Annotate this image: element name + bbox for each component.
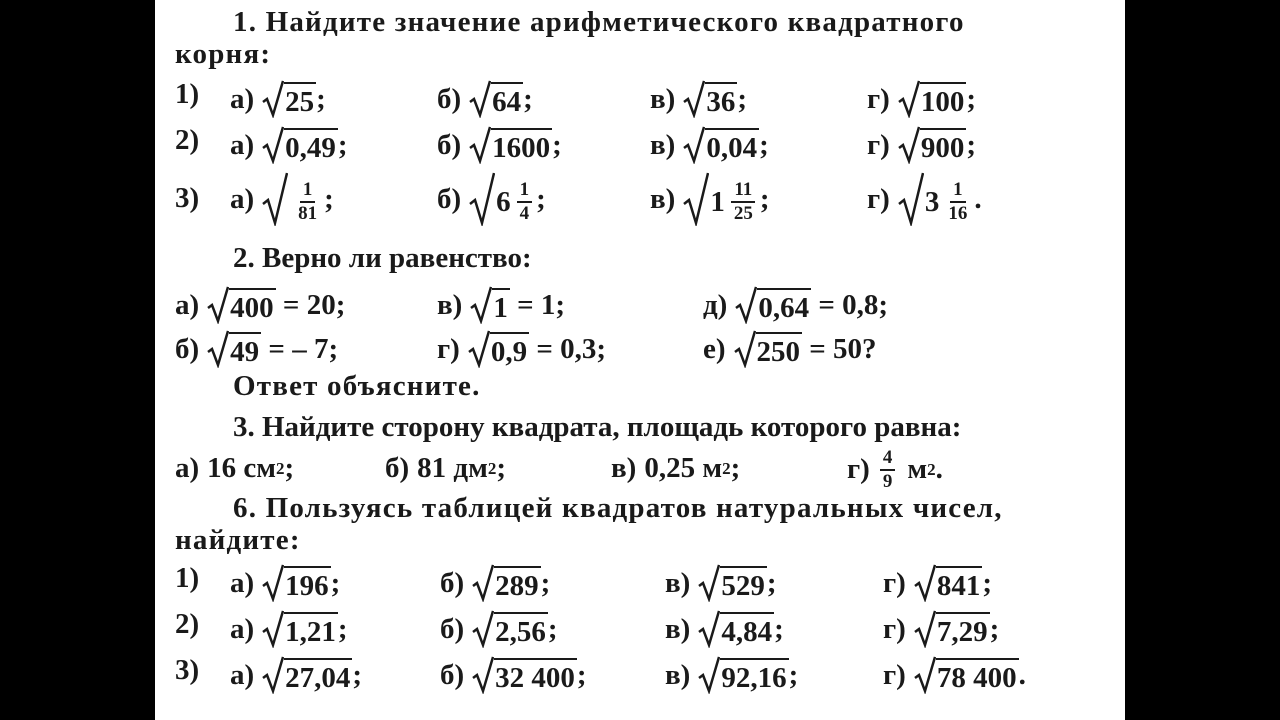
radicand: 49 bbox=[229, 332, 261, 368]
radical bbox=[472, 564, 541, 602]
item bbox=[665, 610, 784, 648]
radical-sign-icon bbox=[262, 126, 284, 164]
item bbox=[703, 330, 877, 368]
item bbox=[665, 656, 798, 694]
item bbox=[230, 564, 340, 602]
item bbox=[650, 126, 769, 164]
equation-rest: = 0,3; bbox=[529, 332, 607, 365]
radicand: 1 bbox=[492, 288, 510, 324]
item bbox=[867, 172, 982, 226]
item-label: а) bbox=[230, 658, 255, 691]
exercise-6-row-1 bbox=[175, 562, 1105, 602]
radicand: 25 bbox=[284, 82, 316, 118]
radical-sign-icon bbox=[472, 656, 494, 694]
item-label: б) bbox=[440, 658, 465, 691]
radical-sign-icon bbox=[262, 172, 288, 226]
mixed-whole: 3 bbox=[924, 185, 940, 218]
radicand: 0,9 bbox=[490, 332, 529, 368]
radical bbox=[262, 564, 331, 602]
radicand: 7,29 bbox=[936, 612, 990, 648]
numerator: 1 bbox=[517, 180, 533, 203]
item-end: ; bbox=[337, 128, 348, 161]
radical-sign-icon bbox=[914, 564, 936, 602]
equation-rest: = 20; bbox=[275, 288, 346, 321]
exercise-1-row-1 bbox=[175, 78, 1105, 118]
equation-rest: = 1; bbox=[509, 288, 566, 321]
item-end: ; bbox=[352, 658, 363, 691]
item-label: а) bbox=[175, 288, 200, 321]
radicand: 36 bbox=[705, 82, 737, 118]
radical bbox=[207, 286, 276, 324]
row-number: 1) bbox=[175, 562, 200, 594]
radical bbox=[262, 80, 316, 118]
item-label: г) bbox=[883, 658, 906, 691]
radical bbox=[914, 564, 983, 602]
radical-sign-icon bbox=[683, 172, 709, 226]
radicand bbox=[495, 174, 536, 226]
radical-sign-icon bbox=[898, 172, 924, 226]
radical-sign-icon bbox=[698, 610, 720, 648]
fraction bbox=[295, 180, 320, 224]
radical-sign-icon bbox=[698, 656, 720, 694]
exercise-1-row-3 bbox=[175, 172, 1105, 224]
radicand: 27,04 bbox=[284, 658, 352, 694]
area-value: 0,25 м bbox=[644, 452, 723, 484]
item-label: г) bbox=[437, 332, 460, 365]
row-number: 2) bbox=[175, 124, 200, 156]
radical-sign-icon bbox=[914, 656, 936, 694]
item-label: г) bbox=[867, 82, 890, 115]
radical bbox=[683, 172, 760, 226]
radicand: 289 bbox=[494, 566, 541, 602]
item-label: в) bbox=[650, 82, 676, 115]
radicand bbox=[924, 174, 975, 226]
item bbox=[650, 80, 747, 118]
radical-sign-icon bbox=[207, 330, 229, 368]
radicand: 400 bbox=[229, 288, 276, 324]
area-value: 81 дм bbox=[417, 452, 488, 484]
radical bbox=[472, 610, 548, 648]
radical-sign-icon bbox=[470, 286, 492, 324]
exercise-1-title: 1. Найдите значение арифметического квадратного bbox=[233, 6, 965, 38]
fraction bbox=[945, 180, 970, 224]
radical bbox=[914, 656, 1019, 694]
item-end: ; bbox=[788, 658, 799, 691]
item-label: а) bbox=[230, 128, 255, 161]
item-label: б) bbox=[385, 452, 410, 484]
denominator: 4 bbox=[519, 203, 530, 224]
radicand: 841 bbox=[936, 566, 983, 602]
area-value: 16 см bbox=[207, 452, 277, 484]
item-label: г) bbox=[847, 453, 870, 486]
radicand: 92,16 bbox=[720, 658, 788, 694]
item bbox=[867, 80, 976, 118]
item-end: . bbox=[935, 453, 943, 486]
item bbox=[883, 656, 1026, 694]
radical bbox=[698, 656, 788, 694]
item bbox=[437, 126, 562, 164]
mixed-whole: 1 bbox=[710, 185, 725, 218]
item-label: в) bbox=[611, 452, 637, 484]
exercise-6-title-cont: найдите: bbox=[175, 524, 301, 556]
item-label: г) bbox=[867, 182, 890, 215]
item bbox=[437, 286, 565, 324]
exercise-1-row-2 bbox=[175, 124, 1105, 164]
item-label: в) bbox=[665, 566, 691, 599]
row-number: 1) bbox=[175, 78, 200, 110]
radical-sign-icon bbox=[262, 564, 284, 602]
item-end: ; bbox=[966, 128, 976, 161]
radical bbox=[734, 330, 803, 368]
area-unit: м bbox=[907, 453, 928, 486]
radicand: 4,84 bbox=[720, 612, 774, 648]
radical-sign-icon bbox=[469, 172, 495, 226]
radicand: 196 bbox=[284, 566, 331, 602]
item: а) 16 см 2 ; bbox=[175, 452, 295, 484]
item-label: а) bbox=[230, 612, 255, 645]
denominator: 16 bbox=[948, 203, 968, 224]
mixed-whole: 6 bbox=[496, 185, 511, 218]
radical bbox=[470, 286, 510, 324]
item-end: ; bbox=[576, 658, 587, 691]
radical-sign-icon bbox=[262, 610, 284, 648]
item-end: ; bbox=[982, 566, 992, 599]
item bbox=[230, 126, 348, 164]
radicand: 900 bbox=[920, 128, 967, 164]
equation-rest: = 0,8; bbox=[811, 288, 889, 321]
denominator: 9 bbox=[882, 470, 893, 492]
item bbox=[665, 564, 777, 602]
denominator: 81 bbox=[298, 203, 318, 224]
radical bbox=[898, 172, 975, 226]
item bbox=[867, 126, 976, 164]
item bbox=[437, 80, 533, 118]
item-end: ; bbox=[284, 452, 295, 484]
item-end: ; bbox=[324, 182, 334, 215]
item bbox=[175, 286, 345, 324]
item-label: б) bbox=[437, 82, 462, 115]
radicand bbox=[288, 174, 324, 226]
equation-rest: = – 7; bbox=[261, 332, 339, 365]
item bbox=[230, 656, 362, 694]
radical-sign-icon bbox=[683, 80, 705, 118]
exercise-6-row-3 bbox=[175, 654, 1105, 694]
item-label: б) bbox=[437, 182, 462, 215]
radical-sign-icon bbox=[698, 564, 720, 602]
radical-sign-icon bbox=[898, 126, 920, 164]
radical-sign-icon bbox=[914, 610, 936, 648]
item-label: г) bbox=[867, 128, 890, 161]
radical-sign-icon bbox=[472, 564, 494, 602]
item-end: ; bbox=[759, 182, 770, 215]
item bbox=[437, 172, 546, 226]
item bbox=[230, 610, 348, 648]
fraction bbox=[880, 448, 896, 492]
radicand: 2,56 bbox=[494, 612, 548, 648]
radicand bbox=[709, 174, 760, 226]
numerator: 1 bbox=[950, 180, 966, 203]
item-label: в) bbox=[650, 128, 676, 161]
item-end: ; bbox=[540, 566, 551, 599]
item-end: ; bbox=[536, 182, 546, 215]
item-end: ; bbox=[766, 566, 777, 599]
row-number: 2) bbox=[175, 608, 200, 640]
radical bbox=[469, 126, 552, 164]
item: б) 81 дм 2 ; bbox=[385, 452, 507, 484]
radicand: 64 bbox=[491, 82, 523, 118]
radical bbox=[698, 610, 774, 648]
radical-sign-icon bbox=[683, 126, 705, 164]
item-label: в) bbox=[665, 658, 691, 691]
radical-sign-icon bbox=[469, 126, 491, 164]
radical-sign-icon bbox=[262, 80, 284, 118]
item-label: б) bbox=[437, 128, 462, 161]
row-number: 3) bbox=[175, 182, 200, 214]
item-end: ; bbox=[737, 82, 747, 115]
item-end: . bbox=[1018, 658, 1026, 691]
radical bbox=[207, 330, 261, 368]
radical bbox=[898, 126, 967, 164]
item-end: ; bbox=[989, 612, 1000, 645]
radical bbox=[262, 172, 324, 226]
item-label: а) bbox=[175, 452, 200, 484]
item bbox=[440, 610, 558, 648]
radical bbox=[683, 80, 737, 118]
radical-sign-icon bbox=[472, 610, 494, 648]
item-end: ; bbox=[523, 82, 533, 115]
item bbox=[883, 610, 999, 648]
item bbox=[883, 564, 992, 602]
radicand: 0,49 bbox=[284, 128, 338, 164]
row-number: 3) bbox=[175, 654, 200, 686]
radicand: 250 bbox=[756, 332, 803, 368]
radicand: 529 bbox=[720, 566, 767, 602]
radical-sign-icon bbox=[469, 80, 491, 118]
item bbox=[230, 80, 326, 118]
equation-rest: = 50? bbox=[802, 332, 877, 365]
item-label: а) bbox=[230, 82, 255, 115]
exercise-6-title: 6. Пользуясь таблицей квадратов натуральных чисел, bbox=[233, 492, 1003, 524]
textbook-page bbox=[155, 0, 1125, 720]
radical bbox=[469, 172, 536, 226]
item bbox=[650, 172, 770, 226]
radical bbox=[262, 126, 338, 164]
item bbox=[175, 330, 338, 368]
radicand: 1,21 bbox=[284, 612, 338, 648]
radical bbox=[698, 564, 767, 602]
item-end: ; bbox=[496, 452, 507, 484]
numerator: 11 bbox=[731, 180, 755, 203]
item-label: е) bbox=[703, 332, 726, 365]
item-end: ; bbox=[966, 82, 976, 115]
radical bbox=[914, 610, 990, 648]
radical-sign-icon bbox=[468, 330, 490, 368]
exercise-3-title: 3. Найдите сторону квадрата, площадь которого равна: bbox=[233, 411, 962, 443]
item-end: ; bbox=[547, 612, 558, 645]
item-label: в) bbox=[437, 288, 463, 321]
item-label: б) bbox=[440, 566, 465, 599]
numerator: 4 bbox=[880, 448, 896, 471]
item-end: ; bbox=[552, 128, 562, 161]
radical bbox=[262, 610, 338, 648]
radical-sign-icon bbox=[734, 330, 756, 368]
radical bbox=[262, 656, 352, 694]
item-end: . bbox=[974, 182, 982, 215]
radical bbox=[472, 656, 577, 694]
radicand: 100 bbox=[920, 82, 967, 118]
item bbox=[230, 172, 334, 226]
fraction bbox=[517, 180, 533, 224]
radical-sign-icon bbox=[262, 656, 284, 694]
item-label: а) bbox=[230, 182, 255, 215]
item-end: ; bbox=[330, 566, 341, 599]
numerator: 1 bbox=[300, 180, 316, 203]
item-label: г) bbox=[883, 612, 906, 645]
radical bbox=[468, 330, 529, 368]
item-label: д) bbox=[703, 288, 728, 321]
item-label: а) bbox=[230, 566, 255, 599]
item-label: г) bbox=[883, 566, 906, 599]
item bbox=[703, 286, 888, 324]
radical bbox=[469, 80, 523, 118]
radical bbox=[735, 286, 811, 324]
radicand: 78 400 bbox=[936, 658, 1019, 694]
item-end: ; bbox=[774, 612, 784, 645]
item-label: б) bbox=[440, 612, 465, 645]
item-end: ; bbox=[316, 82, 326, 115]
item bbox=[437, 330, 606, 368]
item bbox=[440, 656, 587, 694]
item bbox=[440, 564, 550, 602]
radical-sign-icon bbox=[898, 80, 920, 118]
item-label: в) bbox=[665, 612, 691, 645]
item-label: в) bbox=[650, 182, 676, 215]
radical bbox=[898, 80, 967, 118]
item-end: ; bbox=[337, 612, 348, 645]
radicand: 0,04 bbox=[705, 128, 759, 164]
item-end: ; bbox=[730, 452, 741, 484]
radical-sign-icon bbox=[735, 286, 757, 324]
exercise-2-title: 2. Верно ли равенство: bbox=[233, 242, 532, 274]
item-end: ; bbox=[759, 128, 769, 161]
item: в) 0,25 м 2 ; bbox=[611, 452, 741, 484]
denominator: 25 bbox=[733, 203, 753, 224]
exercise-2-note: Ответ объясните. bbox=[233, 370, 481, 402]
radicand: 32 400 bbox=[494, 658, 577, 694]
exercise-6-row-2 bbox=[175, 608, 1105, 648]
exercise-1-title-cont: корня: bbox=[175, 38, 272, 70]
item: г) $\frac{4}{9}$ м 2 . bbox=[847, 447, 943, 492]
fraction bbox=[731, 180, 756, 224]
radical-sign-icon bbox=[207, 286, 229, 324]
item-label: б) bbox=[175, 332, 200, 365]
radicand: 1600 bbox=[491, 128, 552, 164]
radical bbox=[683, 126, 759, 164]
radicand: 0,64 bbox=[757, 288, 811, 324]
